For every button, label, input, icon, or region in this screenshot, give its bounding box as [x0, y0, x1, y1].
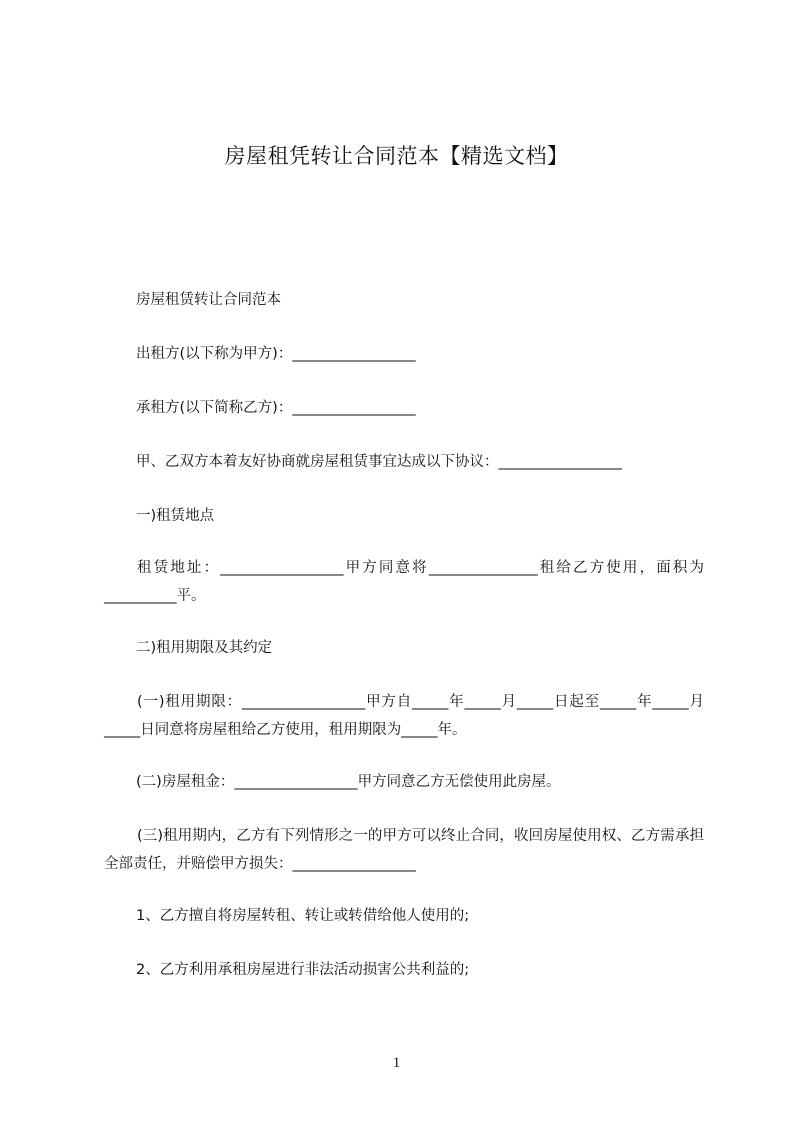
paragraph-subtitle: 房屋租赁转让合同范本	[136, 292, 281, 308]
section-heading-term: 二)租用期限及其约定	[136, 640, 273, 656]
list-item-illegal-use: 2、乙方利用承租房屋进行非法活动损害公共利益的;	[136, 962, 470, 978]
paragraph-lease-term: (一)租用期限：_________________甲方自_____年_____月_____日起至_____年_____月_____日同意将房屋租给乙方使用，租用期限为_____年。	[104, 694, 704, 738]
paragraph-lessor: 出租方(以下称为甲方)：_________________	[136, 346, 416, 362]
paragraph-agreement-intro: 甲、乙双方本着友好协商就房屋租赁事宜达成以下协议：_________________	[136, 454, 622, 470]
paragraph-termination: (三)租用期内，乙方有下列情形之一的甲方可以终止合同，收回房屋使用权、乙方需承担全部责任，并赔偿甲方损失：_________________	[104, 828, 704, 872]
document-title: 房屋租凭转让合同范本【精选文档】	[224, 144, 569, 168]
section-heading-location: 一)租赁地点	[136, 508, 215, 524]
paragraph-lessee: 承租方(以下简称乙方)：_________________	[136, 400, 416, 416]
page-number: 1	[392, 1055, 401, 1071]
paragraph-address: 租赁地址：_________________甲方同意将_______________租给乙方使用，面积为__________平。	[104, 560, 704, 604]
list-item-sublease: 1、乙方擅自将房屋转租、转让或转借给他人使用的;	[136, 908, 470, 924]
paragraph-rent: (二)房屋租金：_________________甲方同意乙方无偿使用此房屋。	[136, 774, 561, 790]
